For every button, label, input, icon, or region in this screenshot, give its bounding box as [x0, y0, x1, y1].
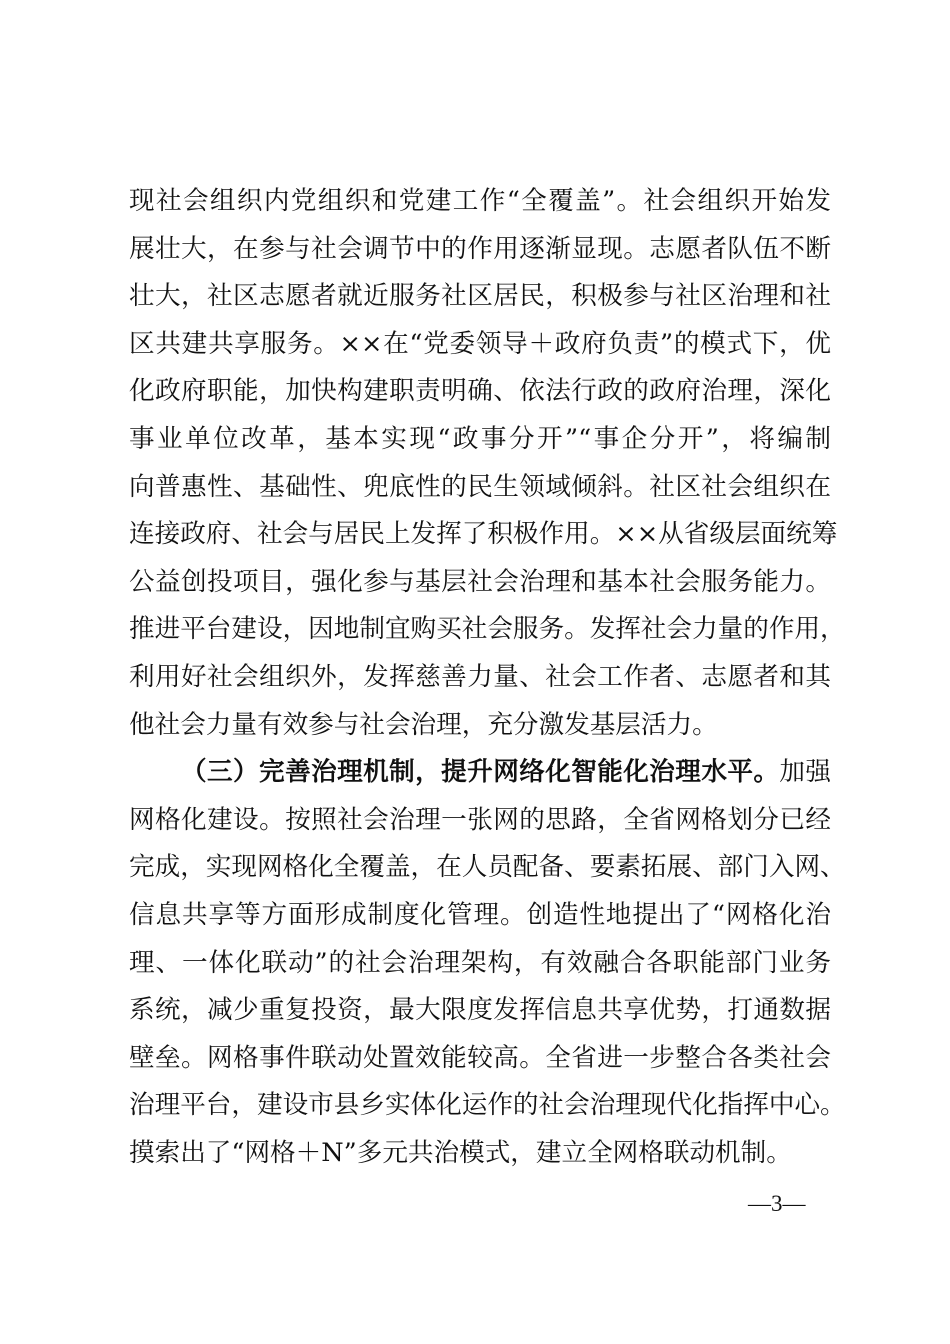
paragraph2-line-8: 治理平台，建设市县乡实体化运作的社会治理现代化指挥中心。: [129, 1090, 846, 1121]
paragraph1-line-6: 事业单位改革，基本实现“政事分开”“事企分开”，将编制: [129, 423, 831, 454]
paragraph2-line-7: 壁垒。网格事件联动处置效能较高。全省进一步整合各类社会: [129, 1042, 831, 1073]
paragraph2-line-2: 网格化建设。按照社会治理一张网的思路，全省网格划分已经: [129, 804, 831, 835]
paragraph1-line-2: 展壮大，在参与社会调节中的作用逐渐显现。志愿者队伍不断: [129, 233, 831, 264]
paragraph1-line-3: 壮大，社区志愿者就近服务社区居民，积极参与社区治理和社: [129, 281, 831, 312]
paragraph2-first-line-rest: 加强: [779, 757, 831, 788]
paragraph1-line-10: 推进平台建设，因地制宜购买社会服务。发挥社会力量的作用，: [129, 614, 846, 645]
body-text: [129, 178, 846, 1177]
paragraph1-line-9: 公益创投项目，强化参与基层社会治理和基本社会服务能力。: [129, 566, 831, 597]
paragraph1-line-7: 向普惠性、基础性、兜底性的民生领域倾斜。社区社会组织在: [129, 471, 831, 502]
paragraph2-line-9: 摸索出了“网格＋N”多元共治模式，建立全网格联动机制。: [129, 1137, 792, 1168]
paragraph2-line-4: 信息共享等方面形成制度化管理。创造性地提出了“网格化治: [129, 899, 831, 930]
section-heading: （三）完善治理机制，提升网络化智能化治理水平。: [181, 757, 780, 788]
paragraph2-first-line: [129, 749, 831, 797]
paragraph2-line-3: 完成，实现网格化全覆盖，在人员配备、要素拓展、部门入网、: [129, 852, 846, 883]
paragraph1-line-4: 区共建共享服务。××在“党委领导＋政府负责”的模式下，优: [129, 328, 831, 359]
paragraph1-line-8: 连接政府、社会与居民上发挥了积极作用。××从省级层面统筹: [129, 519, 838, 550]
paragraph1-line-5: 化政府职能，加快构建职责明确、依法行政的政府治理，深化: [129, 376, 831, 407]
paragraph1-line-1: 现社会组织内党组织和党建工作“全覆盖”。社会组织开始发: [129, 186, 831, 216]
paragraph2-line-6: 系统，减少重复投资，最大限度发挥信息共享优势，打通数据: [129, 995, 831, 1026]
paragraph2-line-5: 理、一体化联动”的社会治理架构，有效融合各职能部门业务: [129, 947, 831, 978]
page-number: —3—: [748, 1191, 806, 1216]
paragraph1-line-12: 他社会力量有效参与社会治理，充分激发基层活力。: [129, 709, 718, 740]
paragraph1-line-11: 利用好社会组织外，发挥慈善力量、社会工作者、志愿者和其: [129, 661, 831, 692]
